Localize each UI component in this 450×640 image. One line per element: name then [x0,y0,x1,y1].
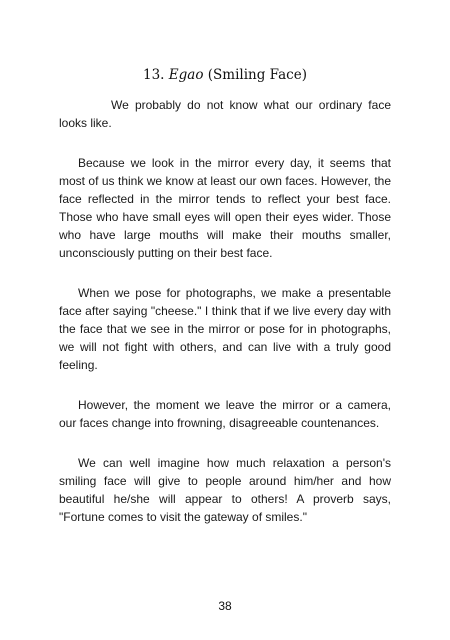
chapter-title [0,66,450,84]
chapter-body [59,96,391,548]
paragraph-3: When we pose for photographs, we make a presentable face after saying "cheese." I think that if we live every day with the face that we see in the mirror or pose for in photographs, we will not fight with others, and can live with a truly good feeling. [59,286,391,372]
chapter-number: 13. [143,67,165,83]
paragraph-5: We can well imagine how much relaxation a person's smiling face will give to people around him/her and how beautiful he/she will appear to others! A proverb says, "Fortune comes to visit the gateway of smiles." [59,456,391,524]
chapter-term: Egao [168,67,204,83]
paragraph-1: We probably do not know what our ordinary face looks like. [59,98,391,130]
page-number: 38 [218,599,232,613]
paragraph-2: Because we look in the mirror every day, it seems that most of us think we know at least our own faces. However, the face reflected in the mirror tends to reflect your best face. Those who have small eyes will open their eyes wider. Those who have large mouths will make their mouths smaller, unconsciously putting on their best face. [59,156,391,260]
paragraph-4: However, the moment we leave the mirror or a camera, our faces change into frowning, disagreeable countenances. [59,398,391,430]
chapter-translation: (Smiling Face) [207,67,307,83]
